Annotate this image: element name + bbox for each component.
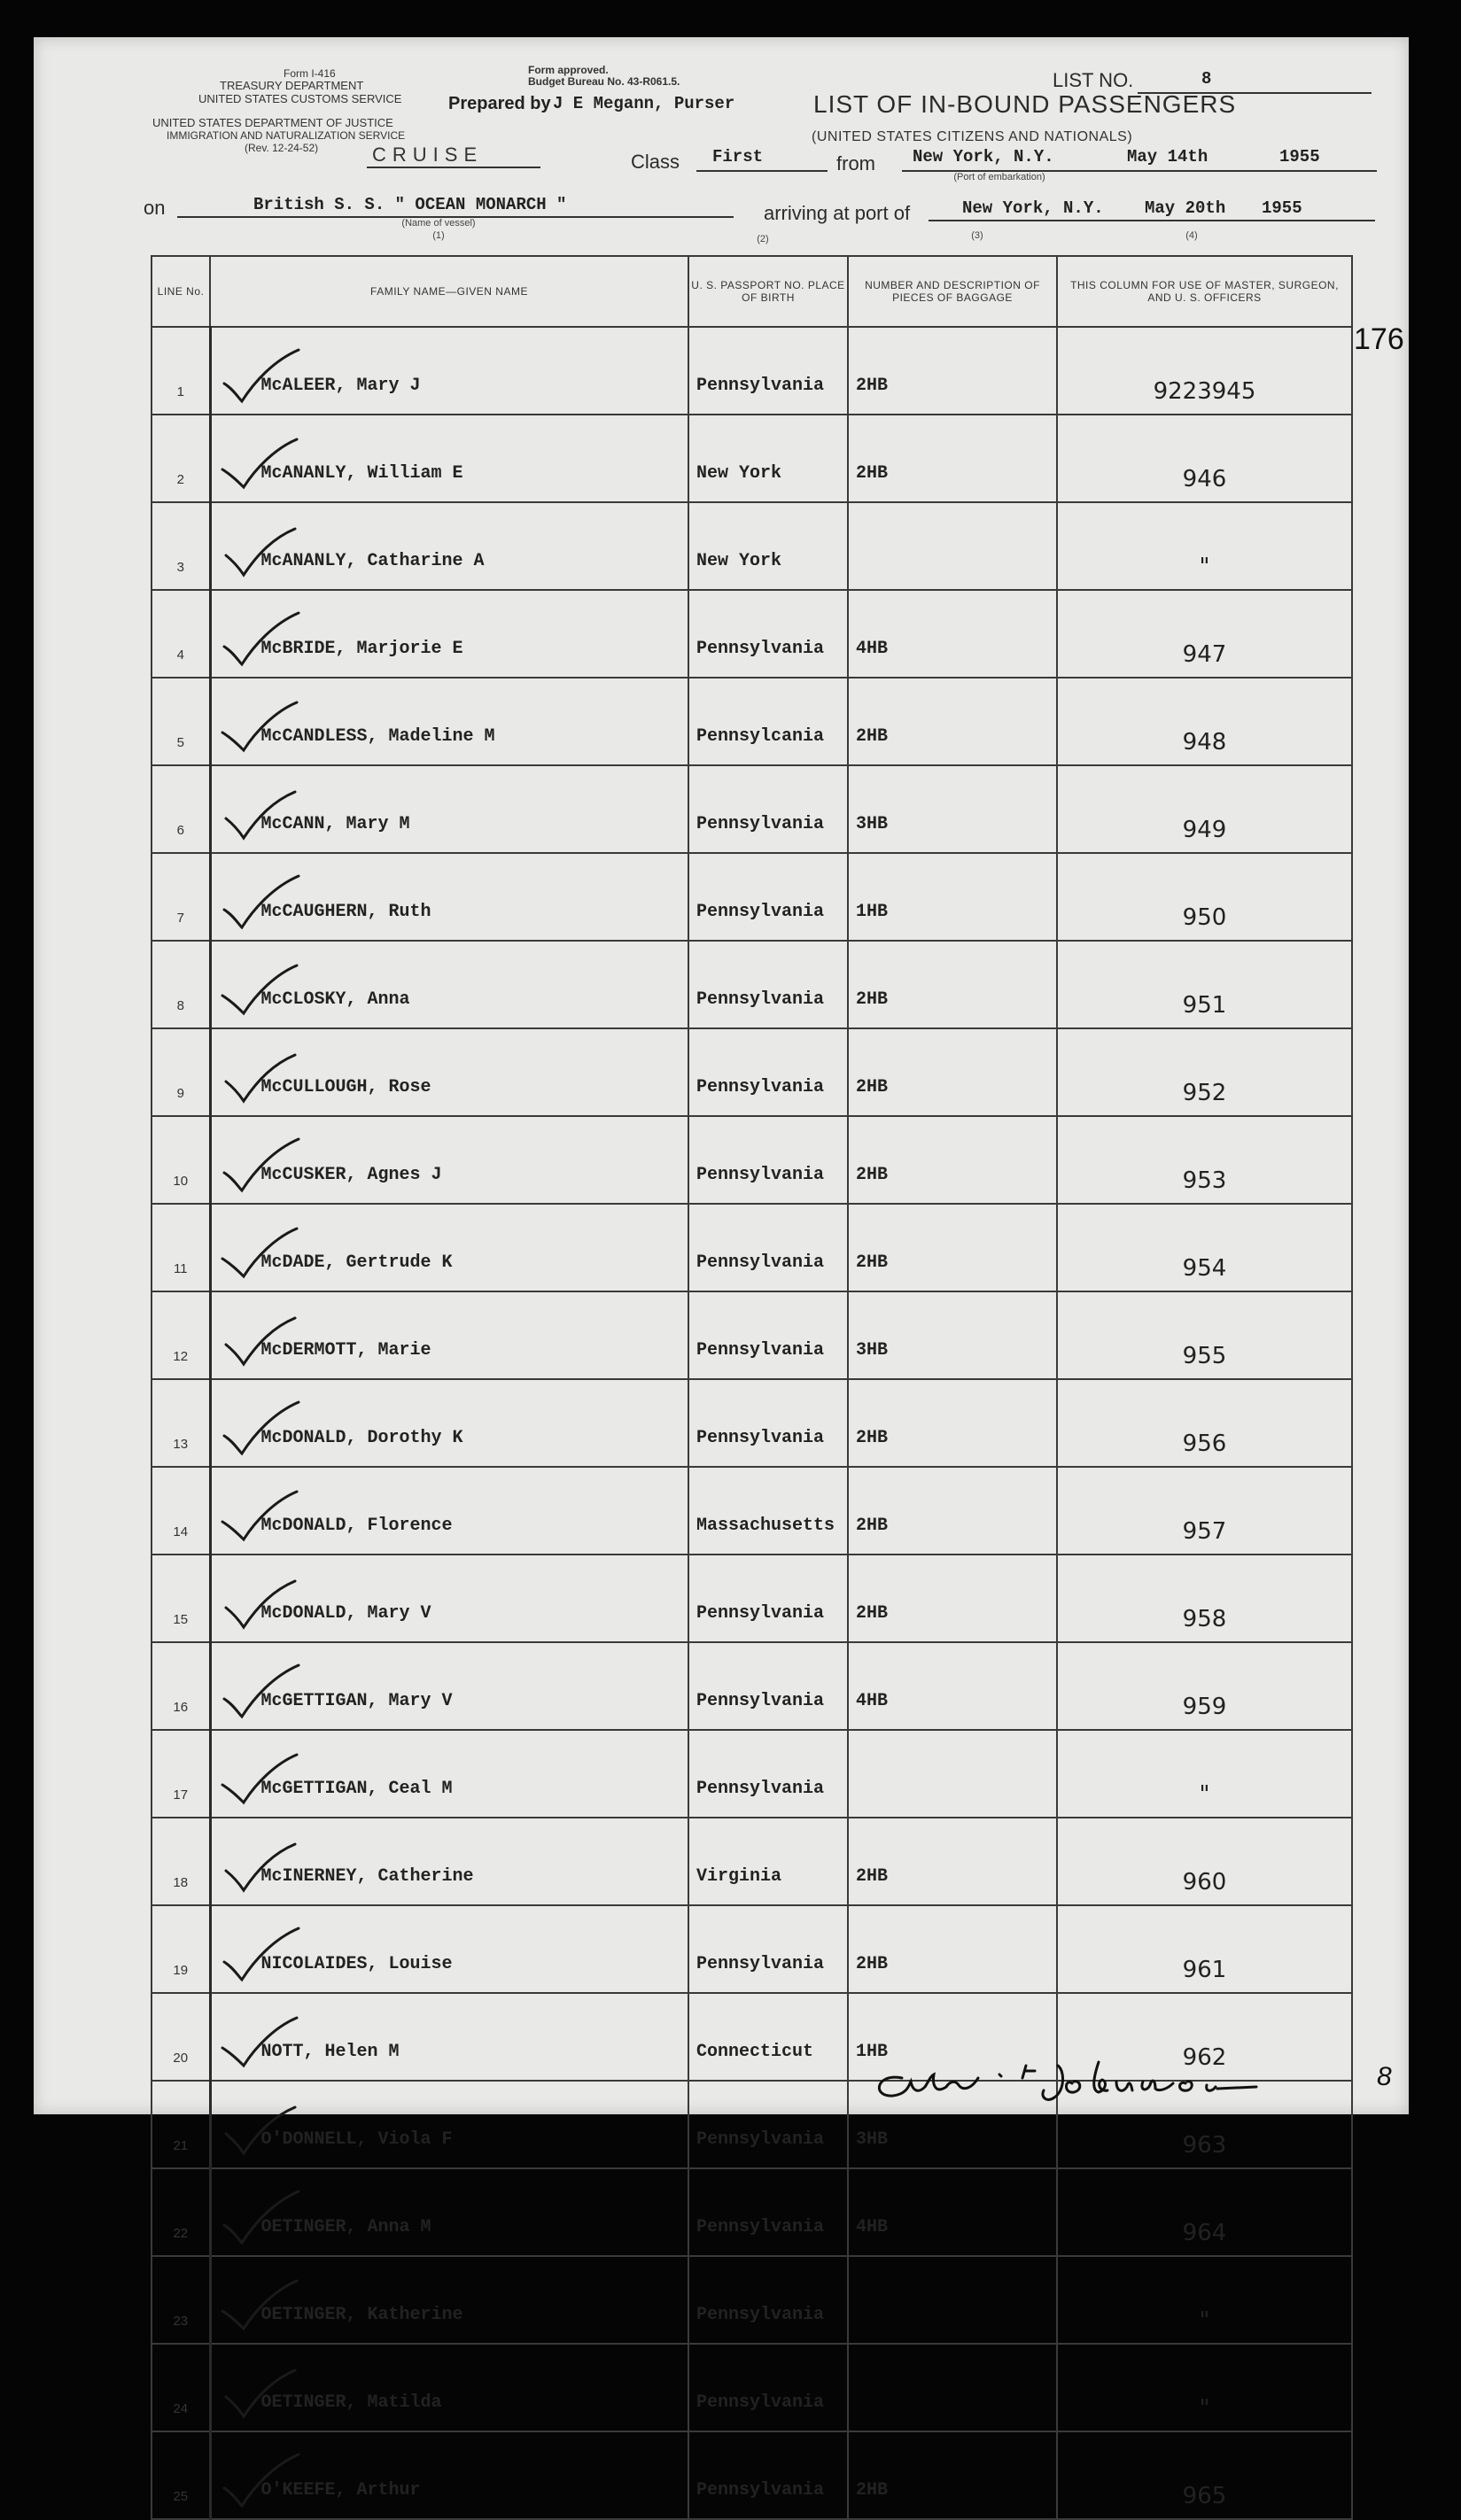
passenger-name: OETINGER, Katherine — [260, 2305, 463, 2325]
passenger-name: McDADE, Gertrude K — [260, 1252, 453, 1273]
table-row — [152, 327, 1352, 415]
arrival-year: 1955 — [1262, 198, 1302, 218]
vessel-caption: (Name of vessel) — [401, 218, 476, 229]
checkmark-icon — [219, 2365, 300, 2422]
class-value: First — [712, 147, 764, 167]
official-use-cell: " — [1057, 2256, 1352, 2344]
passenger-name: McBRIDE, Marjorie E — [260, 639, 463, 659]
header-official-use: THIS COLUMN FOR USE OF MASTER, SURGEON, AND U. S. OFFICERS — [1057, 256, 1352, 327]
dept-justice: UNITED STATES DEPARTMENT OF JUSTICE — [152, 116, 393, 129]
checkmark-icon — [219, 787, 300, 843]
checkmark-icon — [219, 1400, 300, 1457]
passenger-table — [151, 255, 1353, 2520]
birthplace-cell: Pennsylvania — [688, 1116, 848, 1204]
birthplace-cell: Pennsylvania — [688, 1730, 848, 1818]
checkmark-icon — [219, 1839, 300, 1896]
cruise-label: CRUISE — [372, 143, 484, 166]
checkmark-icon — [219, 1576, 300, 1632]
header-name: FAMILY NAME—GIVEN NAME — [210, 256, 688, 327]
birthplace-cell: Pennsylvania — [688, 2081, 848, 2168]
checkmark-icon — [219, 2014, 300, 2071]
table-row — [152, 1291, 1352, 1379]
birthplace-cell: Pennsylvania — [688, 1028, 848, 1116]
passenger-name-cell — [210, 853, 688, 941]
birthplace-cell: Connecticut — [688, 1993, 848, 2081]
official-use-cell: 956 — [1057, 1379, 1352, 1467]
passenger-name-cell — [210, 1379, 688, 1467]
official-use-cell: 953 — [1057, 1116, 1352, 1204]
baggage-cell: 2HB — [848, 1818, 1057, 1905]
baggage-cell: 1HB — [848, 1993, 1057, 2081]
table-row — [152, 2344, 1352, 2431]
official-use-cell: 963 — [1057, 2081, 1352, 2168]
official-use-cell: 946 — [1057, 415, 1352, 502]
checkmark-icon — [219, 1663, 300, 1720]
checkmark-icon — [219, 1050, 300, 1106]
passenger-name: McALEER, Mary J — [260, 376, 421, 396]
passenger-name: McCANN, Mary M — [260, 814, 410, 834]
caption-1: (1) — [432, 230, 445, 241]
checkmark-icon — [219, 1927, 300, 1983]
table-row — [152, 678, 1352, 765]
line-number-cell: 17 — [152, 1730, 210, 1818]
official-use-cell: 951 — [1057, 941, 1352, 1028]
passenger-name-cell — [210, 941, 688, 1028]
passenger-name-cell — [210, 2256, 688, 2344]
form-number: Form I-416 — [284, 67, 336, 80]
checkmark-icon — [219, 2190, 300, 2246]
official-use-cell: 954 — [1057, 1204, 1352, 1291]
line-number-cell: 16 — [152, 1642, 210, 1730]
line-number-cell: 19 — [152, 1905, 210, 1993]
birthplace-cell: Pennsylvania — [688, 2431, 848, 2519]
passenger-name: NOTT, Helen M — [260, 2042, 400, 2062]
official-use-cell: 962 — [1057, 1993, 1352, 2081]
baggage-cell: 4HB — [848, 2168, 1057, 2256]
official-use-cell: 958 — [1057, 1555, 1352, 1642]
baggage-cell: 2HB — [848, 415, 1057, 502]
manifest-sheet — [34, 37, 1409, 2509]
header-line-no: LINE No. — [152, 256, 210, 327]
checkmark-icon — [219, 1225, 300, 1282]
table-row — [152, 502, 1352, 590]
official-use-cell: 948 — [1057, 678, 1352, 765]
official-use-cell: 961 — [1057, 1905, 1352, 1993]
baggage-cell: 2HB — [848, 1204, 1057, 1291]
passenger-name-cell — [210, 2081, 688, 2168]
budget-bureau: Budget Bureau No. 43-R061.5. — [528, 75, 680, 88]
passenger-name-cell — [210, 1905, 688, 1993]
table-row — [152, 853, 1352, 941]
passenger-name: McANANLY, William E — [260, 463, 463, 484]
passenger-name: McCUSKER, Agnes J — [260, 1165, 442, 1185]
baggage-cell: 2HB — [848, 327, 1057, 415]
passenger-name-cell — [210, 1730, 688, 1818]
passenger-name-cell — [210, 590, 688, 678]
birthplace-cell: New York — [688, 502, 848, 590]
birthplace-cell: Pennsylvania — [688, 1555, 848, 1642]
page-number: 176 — [1354, 322, 1404, 356]
passenger-name-cell — [210, 415, 688, 502]
official-use-cell: 947 — [1057, 590, 1352, 678]
passenger-name-cell — [210, 502, 688, 590]
line-number-cell: 14 — [152, 1467, 210, 1555]
passenger-name: McCULLOUGH, Rose — [260, 1077, 431, 1097]
arrival-port: New York, N.Y. — [962, 198, 1104, 218]
passenger-name: OETINGER, Matilda — [260, 2392, 442, 2413]
checkmark-icon — [219, 1137, 300, 1194]
birthplace-cell: Massachusetts — [688, 1467, 848, 1555]
checkmark-icon — [219, 2277, 300, 2334]
table-row — [152, 1204, 1352, 1291]
checkmark-icon — [219, 348, 300, 405]
birthplace-cell: Pennsylvania — [688, 2168, 848, 2256]
baggage-cell: 1HB — [848, 853, 1057, 941]
passenger-name-cell — [210, 2431, 688, 2519]
baggage-cell: 2HB — [848, 2431, 1057, 2519]
passenger-name-cell — [210, 1555, 688, 1642]
passenger-name: McINERNEY, Catherine — [260, 1866, 474, 1887]
birthplace-cell: Pennsylvania — [688, 2344, 848, 2431]
passenger-name: McCANDLESS, Madeline M — [260, 726, 495, 747]
checkmark-icon — [219, 2102, 300, 2159]
table-row — [152, 941, 1352, 1028]
prepared-label: Prepared by — [448, 94, 551, 113]
table-row — [152, 1642, 1352, 1730]
line-number-cell: 25 — [152, 2431, 210, 2519]
dept-treasury: TREASURY DEPARTMENT — [220, 79, 364, 92]
line-number-cell: 4 — [152, 590, 210, 678]
baggage-cell: 2HB — [848, 941, 1057, 1028]
birthplace-cell: Pennsylvania — [688, 1642, 848, 1730]
vessel-name: British S. S. " OCEAN MONARCH " — [253, 195, 567, 214]
line-number-cell: 12 — [152, 1291, 210, 1379]
embark-year: 1955 — [1279, 147, 1320, 167]
line-number-cell: 1 — [152, 327, 210, 415]
baggage-cell: 3HB — [848, 765, 1057, 853]
official-use-cell: 964 — [1057, 2168, 1352, 2256]
passenger-name: OETINGER, Anna M — [260, 2217, 431, 2237]
passenger-name: McDERMOTT, Marie — [260, 1340, 431, 1361]
birthplace-cell: Pennsylvania — [688, 1291, 848, 1379]
checkmark-icon — [219, 436, 300, 492]
line-number-cell: 15 — [152, 1555, 210, 1642]
checkmark-icon — [219, 1313, 300, 1369]
table-row — [152, 1116, 1352, 1204]
embark-caption: (Port of embarkation) — [953, 172, 1045, 182]
passenger-name-cell — [210, 2344, 688, 2431]
baggage-cell: 2HB — [848, 1028, 1057, 1116]
birthplace-cell: Pennsylvania — [688, 590, 848, 678]
official-use-cell: 949 — [1057, 765, 1352, 853]
line-number-cell: 7 — [152, 853, 210, 941]
line-number-cell: 9 — [152, 1028, 210, 1116]
passenger-name: McDONALD, Dorothy K — [260, 1428, 463, 1448]
line-number-cell: 24 — [152, 2344, 210, 2431]
form-approved: Form approved. — [528, 64, 609, 76]
line-number-cell: 18 — [152, 1818, 210, 1905]
passenger-name: McCAUGHERN, Ruth — [260, 902, 431, 922]
passenger-name-cell — [210, 1993, 688, 2081]
baggage-cell — [848, 2256, 1057, 2344]
table-row — [152, 1905, 1352, 1993]
official-use-cell: 957 — [1057, 1467, 1352, 1555]
table-header — [152, 256, 1352, 327]
passenger-name-cell — [210, 678, 688, 765]
passenger-name-cell — [210, 2168, 688, 2256]
passenger-name-cell — [210, 1116, 688, 1204]
birthplace-cell: Pennsylvania — [688, 853, 848, 941]
passenger-name: McDONALD, Florence — [260, 1516, 453, 1536]
table-row — [152, 765, 1352, 853]
official-use-cell: " — [1057, 2344, 1352, 2431]
line-number-cell: 22 — [152, 2168, 210, 2256]
passenger-name: O'KEEFE, Arthur — [260, 2480, 421, 2501]
table-row — [152, 1467, 1352, 1555]
table-row — [152, 590, 1352, 678]
arrival-date: May 20th — [1145, 198, 1226, 218]
passenger-name-cell — [210, 1028, 688, 1116]
checkmark-icon — [219, 611, 300, 668]
line-number-cell: 21 — [152, 2081, 210, 2168]
caption-3: (3) — [971, 230, 983, 241]
customs-service: UNITED STATES CUSTOMS SERVICE — [198, 92, 402, 105]
baggage-cell: 2HB — [848, 1467, 1057, 1555]
official-use-cell: 960 — [1057, 1818, 1352, 1905]
passenger-name: McDONALD, Mary V — [260, 1603, 431, 1624]
passenger-name-cell — [210, 1467, 688, 1555]
birthplace-cell: Virginia — [688, 1818, 848, 1905]
baggage-cell: 2HB — [848, 1905, 1057, 1993]
form-title: LIST OF IN-BOUND PASSENGERS — [813, 90, 1237, 118]
official-use-cell: 952 — [1057, 1028, 1352, 1116]
table-row — [152, 2431, 1352, 2519]
revision: (Rev. 12-24-52) — [245, 142, 319, 154]
baggage-cell: 3HB — [848, 1291, 1057, 1379]
table-row — [152, 415, 1352, 502]
passenger-name-cell — [210, 1204, 688, 1291]
passenger-name-cell — [210, 1642, 688, 1730]
line-number-cell: 2 — [152, 415, 210, 502]
page-mark: 8 — [1377, 2062, 1392, 2091]
checkmark-icon — [219, 1751, 300, 1808]
line-number-cell: 20 — [152, 1993, 210, 2081]
passenger-name-cell — [210, 1818, 688, 1905]
table-row — [152, 1818, 1352, 1905]
baggage-cell: 2HB — [848, 1379, 1057, 1467]
birthplace-cell: New York — [688, 415, 848, 502]
header-place: U. S. PASSPORT NO. PLACE OF BIRTH — [688, 256, 848, 327]
list-no-label: LIST NO. — [1053, 69, 1134, 91]
checkmark-icon — [219, 523, 300, 580]
birthplace-cell: Pennsylvania — [688, 1204, 848, 1291]
baggage-cell: 4HB — [848, 1642, 1057, 1730]
header-baggage: NUMBER AND DESCRIPTION OF PIECES OF BAGGAGE — [848, 256, 1057, 327]
table-row — [152, 2168, 1352, 2256]
line-number-cell: 5 — [152, 678, 210, 765]
baggage-cell — [848, 2344, 1057, 2431]
form-subtitle: (UNITED STATES CITIZENS AND NATIONALS) — [812, 129, 1133, 144]
embark-date: May 14th — [1127, 147, 1208, 167]
table-row — [152, 1555, 1352, 1642]
handwritten-signature — [866, 2051, 1292, 2113]
birthplace-cell: Pennsylvania — [688, 941, 848, 1028]
line-number-cell: 8 — [152, 941, 210, 1028]
checkmark-icon — [219, 874, 300, 931]
from-label: from — [836, 152, 875, 174]
table-row — [152, 1379, 1352, 1467]
passenger-name: McGETTIGAN, Mary V — [260, 1691, 453, 1711]
official-use-cell: " — [1057, 1730, 1352, 1818]
passenger-name-cell — [210, 765, 688, 853]
baggage-cell: 2HB — [848, 1116, 1057, 1204]
line-number-cell: 11 — [152, 1204, 210, 1291]
line-number-cell: 3 — [152, 502, 210, 590]
birthplace-cell: Pennsylvania — [688, 1905, 848, 1993]
checkmark-icon — [219, 699, 300, 756]
ins: IMMIGRATION AND NATURALIZATION SERVICE — [167, 129, 406, 142]
checkmark-icon — [219, 962, 300, 1019]
table-row — [152, 1028, 1352, 1116]
official-use-cell: 950 — [1057, 853, 1352, 941]
passenger-name: NICOLAIDES, Louise — [260, 1954, 453, 1974]
birthplace-cell: Pennsylvania — [688, 765, 848, 853]
checkmark-icon — [219, 2453, 300, 2509]
caption-4: (4) — [1185, 230, 1198, 241]
baggage-cell: 2HB — [848, 678, 1057, 765]
passenger-name: McCLOSKY, Anna — [260, 989, 410, 1010]
birthplace-cell: Pennsylvania — [688, 1379, 848, 1467]
passenger-name: McANANLY, Catharine A — [260, 551, 485, 571]
official-use-cell: 9223945 — [1057, 327, 1352, 415]
baggage-cell: 3HB — [848, 2081, 1057, 2168]
list-no-value: 8 — [1201, 69, 1212, 89]
birthplace-cell: Pennsylvania — [688, 2256, 848, 2344]
passenger-name-cell — [210, 327, 688, 415]
baggage-cell — [848, 502, 1057, 590]
line-number-cell: 13 — [152, 1379, 210, 1467]
line-number-cell: 23 — [152, 2256, 210, 2344]
official-use-cell: 965 — [1057, 2431, 1352, 2519]
official-use-cell: " — [1057, 502, 1352, 590]
line-number-cell: 6 — [152, 765, 210, 853]
arriving-label: arriving at port of — [764, 202, 911, 224]
baggage-cell: 4HB — [848, 590, 1057, 678]
baggage-cell: 2HB — [848, 1555, 1057, 1642]
checkmark-icon — [219, 1488, 300, 1545]
official-use-cell: 959 — [1057, 1642, 1352, 1730]
passenger-name: McGETTIGAN, Ceal M — [260, 1779, 453, 1799]
caption-2: (2) — [757, 234, 769, 244]
passenger-name: O'DONNELL, Viola F — [260, 2129, 453, 2150]
passenger-name-cell — [210, 1291, 688, 1379]
prepared-by: J E Megann, Purser — [553, 94, 735, 113]
embark-port: New York, N.Y. — [913, 147, 1054, 167]
on-label: on — [144, 197, 166, 219]
class-label: Class — [631, 151, 680, 173]
table-body — [152, 327, 1352, 2519]
birthplace-cell: Pennsylvania — [688, 327, 848, 415]
table-row — [152, 2256, 1352, 2344]
baggage-cell — [848, 1730, 1057, 1818]
official-use-cell: 955 — [1057, 1291, 1352, 1379]
line-number-cell: 10 — [152, 1116, 210, 1204]
birthplace-cell: Pennsylcania — [688, 678, 848, 765]
table-row — [152, 1730, 1352, 1818]
